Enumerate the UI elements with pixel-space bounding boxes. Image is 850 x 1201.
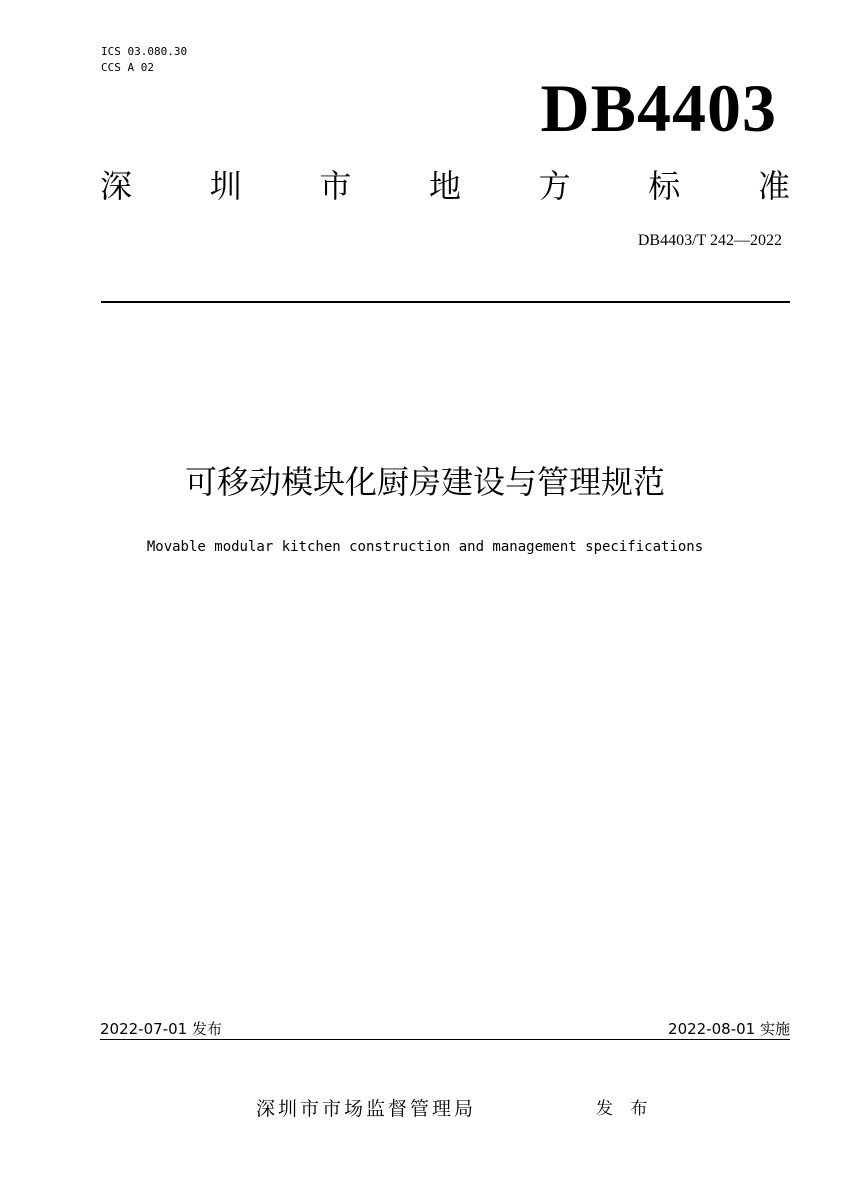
ccs-code: CCS A 02 [101,61,154,74]
standard-number: DB4403/T 242—2022 [637,232,782,249]
implement-date: 2022-08-01 实施 [668,1020,790,1038]
standard-type-char: 地 [428,167,461,205]
publish-date: 2022-07-01 发布 [100,1020,222,1038]
issuing-authority: 深圳市市场监督管理局 [256,1098,477,1120]
standard-type-char: 准 [757,167,790,205]
header-divider [101,301,790,303]
standard-type-char: 圳 [209,167,242,205]
standard-type-char: 标 [648,167,681,205]
db-code: DB4403 [540,70,777,146]
standard-type-char: 深 [100,167,133,205]
standard-type-char: 市 [319,167,352,205]
document-title-chinese: 可移动模块化厨房建设与管理规范 [184,463,665,501]
document-title-english: Movable modular kitchen construction and management specifications [146,539,704,555]
footer-divider [100,1039,790,1040]
classification-codes [101,44,187,76]
ics-code: ICS 03.080.30 [101,45,188,58]
standard-type-char: 方 [538,167,571,205]
standard-type-title [100,166,790,206]
publish-label: 发 布 [596,1099,654,1119]
